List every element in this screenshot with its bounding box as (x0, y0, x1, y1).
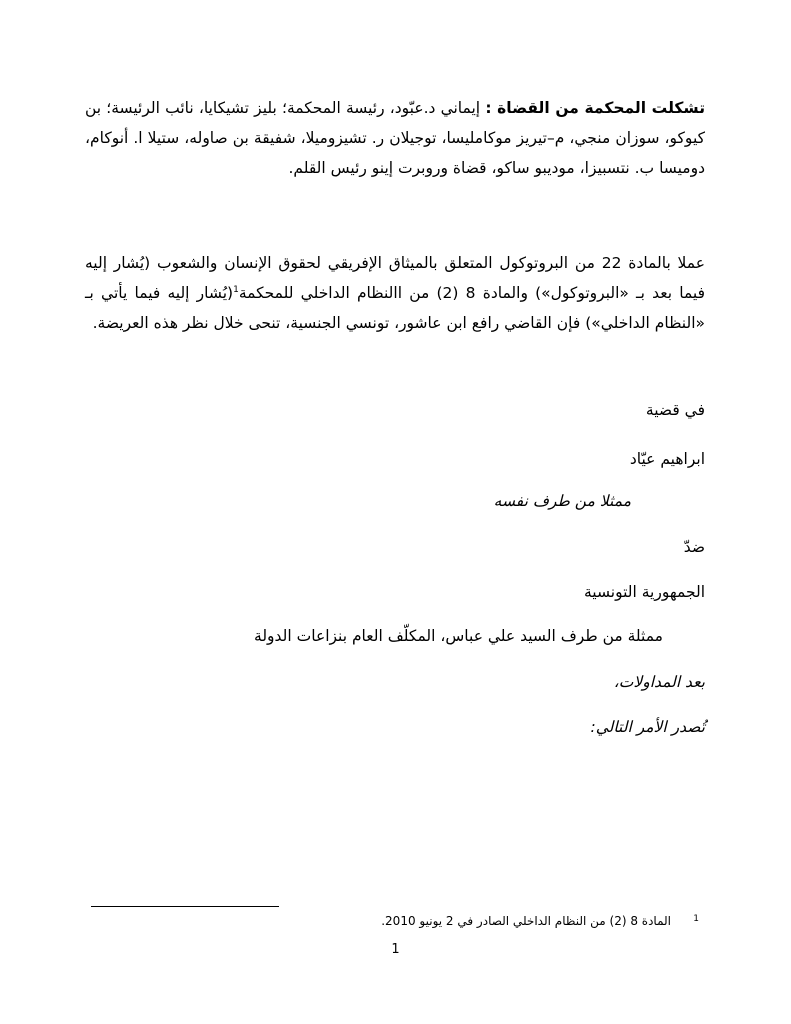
respondent-name: الجمهورية التونسية (583, 583, 705, 601)
composition-label: تشكلت المحكمة من القضاة : (485, 99, 706, 117)
in-case-heading: في قضية (645, 401, 705, 419)
footnote-reference[interactable]: 1 (233, 284, 239, 295)
footnote-number: 1 (693, 914, 699, 924)
page-number: 1 (391, 942, 400, 957)
versus-label: ضدّ (683, 538, 705, 556)
footnote-separator (91, 906, 279, 907)
issues-order-line: تُصدر الأمر التالي: (590, 718, 705, 736)
recusal-paragraph (85, 248, 705, 338)
footnote-text: المادة 8 (2) من النظام الداخلي الصادر في 2 يونيو 2010. (381, 914, 671, 928)
applicant-representation: ممثلا من طرف نفسه (493, 492, 631, 510)
after-deliberation-line: بعد المداولات، (613, 673, 705, 691)
composition-text: إيماني د.عبّود، رئيسة المحكمة؛ بليز تشيكايا، نائب الرئيسة؛ بن كيوكو، سوزان منجي، م–تيريز موكامليسا، توجيلان ر. تشيزوميلا، شفيقة بن صاوله، ستيلا ا. أنوكام، دوميسا ب. نتسبيزا، موديبو ساكو، قضاة وروبرت إينو رئيس القلم. (85, 99, 705, 177)
recusal-text-part1: عملا بالمادة 22 من البروتوكول المتعلق بالميثاق الإفريقي لحقوق الإنسان والشعوب (يُشار إليه فيما بعد بـ «البروتوكول») والمادة 8 (2) من االنظام الداخلي للمحكمة (85, 254, 706, 302)
recusal-text-part2: (يُشار إليه فيما يأتي بـ «النظام الداخلي») فإن القاضي رافع ابن عاشور، تونسي الجنسية، تنحى خلال نظر هذه العريضة. (85, 284, 705, 332)
applicant-name: ابراهيم عيّاد (629, 450, 705, 468)
court-composition-paragraph (85, 93, 705, 183)
respondent-representation: ممثلة من طرف السيد علي عباس، المكلّف العام بنزاعات الدولة (254, 627, 663, 645)
